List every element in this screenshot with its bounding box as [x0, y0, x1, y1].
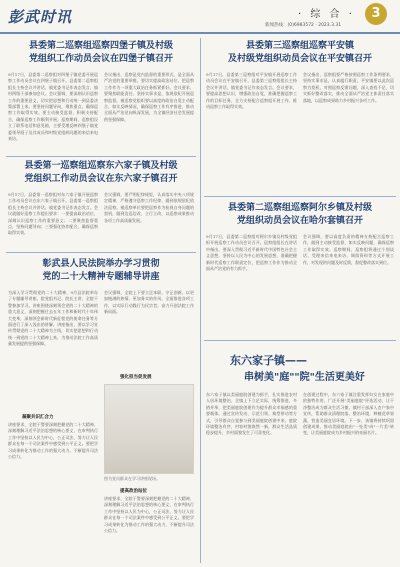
- article-6-headline-line-1: 东六家子镇——: [230, 354, 307, 367]
- masthead: [0, 0, 400, 34]
- article-4-column-1: 9月17日，县委第三巡察组对平安镇开展巡察工作动员会议在平安镇召开。县委第三巡察组组长主持会议并讲话，镇党委书记作表态发言。会议要求，要提高思想认识，增强政治自觉，准确把握巡察工作的目标任务，全力支持配合巡察组开展工作，推动巡察工作取得实效。: [206, 72, 297, 110]
- article-6-column-1: 东六家子镇以美丽庭院创建为抓手，扎实推进农村人居环境整治，全镇上下立足实际，统筹推进，多措并举，把美丽庭院创建作为提升群众幸福感的重要载体。通过宣传发动、示范引领、典型带动等方式，引导群众自觉参与到美丽庭院创建中来，庭院环境整洁有序，村容村貌焕然一新，群众生活品质稳步提升，乡村面貌发生了可喜变化。: [206, 392, 297, 436]
- article-4-headline: [206, 40, 394, 66]
- article-1-headline-line-2: 党组织工作动员会议在四堡子镇召开: [28, 54, 173, 64]
- column-divider: [200, 38, 201, 563]
- issue-meta: 新闻热线：(0)6983572 · 2023.3.31: [265, 23, 342, 28]
- article-1-headline: [8, 40, 194, 66]
- page-number-badge: 3: [365, 3, 387, 25]
- article-4-column-2: 会议指出，巡察组要严格按照巡察工作条例要求，坚持实事求是，认真履行职责。平安镇要以此次巡察为契机，对照巡察反馈问题，深入查找不足，切实抓好整改落实，推动全面从严治党主体责任落实落地，以巡察成果助力乡村振兴各项工作。: [303, 72, 394, 103]
- article-2-headline: [8, 160, 194, 186]
- article-2-column-2: 会议强调，要严明纪律规矩，认真落实中央八项规定精神，严格遵守巡察工作纪律，做到依规依纪依法巡察。被巡察单位要把巡察作为检视自身问题的契机，做到边巡边改、立行立改，以巡察成果推动各项工作高质量发展。: [104, 192, 194, 223]
- article-3-column-2b: 讲座要求，全院干警要深刻把握党的二十大精神，深刻理解习近平法治思想的核心要义，在审判执行工作中坚持以人民为中心，公正司法，努力让人民群众在每一个司法案件中感受到公平正义。要把学习成果转化为推动工作的强大动力，不断提升司法公信力。: [104, 496, 194, 534]
- article-3-headline-line-2: 党的二十大精神专题辅导讲座: [42, 272, 160, 282]
- article-5-headline-line-1: 县委第二巡察组巡察阿尔乡镇及村级: [227, 203, 372, 213]
- article-6-headline-line-2: 串树美"庭""院"生活更美好: [244, 372, 365, 383]
- article-1-headline-line-1: 县委第二巡察组巡察四堡子镇及村级: [28, 41, 173, 51]
- article-4-headline-line-1: 县委第三巡察组巡察平安镇: [245, 41, 354, 51]
- article-1-column-1: 9月17日，县委第二巡察组对四堡子镇党委开展巡察工作动员会议在四堡子镇召开。县委第二巡察组组长主持会议并讲话，镇党委书记作表态发言，镇村两级干部参加会议。会议强调，要深刻认识巡察工作的重要意义，切实把思想和行动统一到县委决策部署上来。要坚持问题导向，聚焦重点，确保巡察工作取得实效。要主动接受监督，积极支持配合，确保巡察工作顺利开展。巡察期间，巡察组设立了联系电话和意见箱，主要受理反映四堡子镇党委领导班子及其成员和村级党组织问题的来信来电来访。: [8, 72, 98, 142]
- article-6-column-2: 在创建过程中，东六家子镇注重发挥妇女在家庭中的独特作用，广泛开展"美丽庭院"评选活动，让干净整洁成为群众生活习惯。镇村干部深入农户家中宣传，帮助群众清理院落、整治环境，种植花草果蔬，营造美丽宜居环境。下一步，该镇将持续巩固创建成果，推动美丽庭院由"一处美"向"一片美"转变，让美丽庭院成为乡村振兴的亮丽名片。: [303, 392, 394, 436]
- article-4-headline-line-2: 及村级党组织动员会议在平安镇召开: [227, 54, 372, 64]
- article-divider: [6, 156, 196, 157]
- article-3-column-1b: 讲座要求，全院干警要深刻把握党的二十大精神，深刻理解习近平法治思想的核心要义，在审判执行工作中坚持以人民为中心，公正司法，努力让人民群众在每一个司法案件中感受到公平正义。要把学习成果转化为推动工作的强大动力，不断提升司法公信力。: [8, 422, 98, 460]
- article-1-column-2: 会议指出，巡察是党内监督的重要形式，是全面从严治党的重要举措。要切实提高政治站位，把巡察工作作为一项重大政治任务抓紧抓好。会议要求，要聚焦职能责任，坚持实事求是，依规依纪开展巡察监督。被巡察党组织要以高度的政治自觉主动配合，如实反映情况，确保巡察工作有序推进，推动全面从严治党向纵深发展，为全镇经济社会发展提供坚强保障。: [104, 72, 194, 122]
- article-5-column-1: 9月17日，县委第二巡察组对阿尔乡镇及村级党组织开展巡察工作动员会议召开。巡察组组长在讲话中指出，要深入贯彻习近平新时代中国特色社会主义思想，坚持以人民为中心的发展思想，准确把握新时代巡察工作职责定位，把巡察工作作为推动全面从严治党的有力抓手。: [206, 234, 297, 272]
- article-3-subhead-1: 凝聚共识汇合力: [22, 415, 54, 420]
- newspaper-title: 彭武时讯: [8, 8, 73, 26]
- article-5-headline: [206, 202, 394, 228]
- article-3-subhead-2: 强化担当促发展: [120, 375, 152, 380]
- article-3-column-2: 会议强调，全院上下要立足本职，守正创新，以更加饱满的热情、更加务实的作风，全面推进各项工作，以实际行动践行为民宗旨，奋力开创法院工作新局面。: [104, 290, 194, 315]
- article-2-headline-line-1: 县委第一巡察组巡察东六家子镇及村级: [24, 161, 178, 171]
- article-3-headline-line-1: 彰武县人民法院举办学习贯彻: [42, 259, 160, 269]
- article-2-headline-line-2: 党组织工作动员会议在东六家子镇召开: [24, 174, 178, 184]
- article-divider: [6, 252, 196, 253]
- article-divider: [204, 340, 396, 341]
- article-2-column-1: 9月17日，县委第一巡察组对东六家子镇开展巡察工作动员会议在东六家子镇召开。县委第一巡察组组长主持会议并讲话，镇党委书记作表态发言。会议就做好巡察工作提出要求：一要提高政治站位，深刻认识巡察工作的重要意义；二要聚焦监督重点，坚持问题导向；三要强化协作配合，确保巡察取得实效。: [8, 192, 98, 236]
- article-3-subhead-3: 提高政治站位: [120, 489, 147, 494]
- photo-caption: 图为党员群众在学习讲座现场。: [104, 476, 160, 481]
- section-label: · 综 合 ·: [298, 9, 355, 20]
- article-3-headline: [8, 258, 194, 284]
- article-5-column-2: 会议强调，要以高度负责的精神支持配合巡察工作，做到主动接受监督，如实反映问题，确保巡察工作取得实效。巡察期间，巡察组将通过个别谈话、受理来信来电来访、调阅资料等方式开展工作，对发现的问题及时反馈，督促整改落实到位。: [303, 234, 394, 265]
- article-3-column-1: 为深入学习贯彻党的二十大精神，9月县法院举办了专题辅导讲座。院党组书记、院长主讲，全院干警参加学习。讲座围绕深刻领会党的二十大精神的重大意义，深刻把握过去五年工作和新时代十年伟大变革，深刻领会新时代新征程党的使命任务等方面进行了深入浅出的讲解。讲座指出，要以学习宣传贯彻党的二十大精神为主线，切实把思想和行动统一到党的二十大精神上来，为推动法院工作高质量发展提供坚强保障。: [8, 290, 98, 347]
- article-3-photo: [104, 384, 194, 474]
- article-divider: [204, 196, 396, 197]
- article-5-headline-line-2: 党组织动员会议在哈尔套镇召开: [236, 216, 363, 226]
